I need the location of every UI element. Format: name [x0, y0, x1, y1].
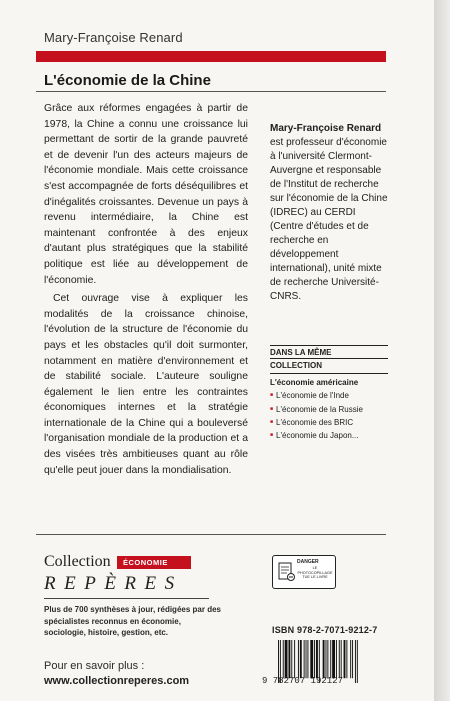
blurb-paragraph: Grâce aux réformes engagées à partir de 1978, la Chine a connu une croissance lui permettant de sortir de la grande pauvreté et de devenir l'un des acteurs majeurs de l'économie mondiale. Mais cette croissance s'est accompagnée de forts déséquilibres et d'inégalités croissantes. Devenue un pays à revenu intermédiaire, la Chine est maintenant confrontée à des enjeux d'autant plus stratégiques que la stabilité politique est liée au développement de l'économie.: [44, 103, 248, 286]
barcode-bar: [330, 640, 331, 678]
barcode-bar: [304, 640, 305, 678]
barcode-bar: [332, 640, 335, 678]
author-header: Mary-Françoise Renard: [44, 30, 183, 45]
barcode-bar: [352, 640, 353, 678]
title-rule: [36, 91, 386, 92]
series-underline: [44, 598, 209, 599]
more-info-label: Pour en savoir plus :: [44, 660, 145, 672]
barcode-bar: [307, 640, 308, 678]
list-item: ■ L'économie des BRIC: [270, 416, 388, 429]
series-logo: REPÈRES: [44, 573, 183, 594]
barcode-bar: [346, 640, 347, 678]
list-item: ■ L'économie du Japon...: [270, 429, 388, 442]
same-collection-box: [270, 345, 388, 442]
isbn: ISBN 978-2-7071-9212-7: [272, 625, 378, 635]
list-item: ■ L'économie de l'Inde: [270, 389, 388, 402]
danger-photocopy-logo: [272, 555, 336, 589]
barcode-bar: [326, 640, 327, 678]
barcode-bar: [339, 640, 340, 678]
footer-rule: [36, 534, 386, 535]
page-edge: [434, 0, 450, 701]
barcode-bar: [294, 640, 295, 678]
blurb-paragraph: Cet ouvrage vise à expliquer les modalités de la croissance chinoise, l'évolution de la structure de l'économie du pays et les obstacles qu'il doit surmonter, notamment en matière d'environnement et de stabilité sociale. L'auteure souligne également le lien entre les contraintes économiques internes et la stratégie internationale de la Chine qui a bouleversé l'organisation mondiale de la production et a des visées très ambitieuses quant au rôle qu'elle peut jouer dans la mondialisation.: [44, 293, 248, 476]
accent-bar: [36, 51, 386, 62]
back-cover-blurb: [44, 101, 248, 481]
barcode-bar: [310, 640, 313, 678]
barcode-bar: [298, 640, 299, 678]
barcode-bar: [316, 640, 318, 678]
book-title: L'économie de la Chine: [44, 72, 211, 89]
danger-text: LE PHOTOCOPILLAGE TUE LE LIVRE: [297, 566, 333, 579]
same-collection-list: [270, 377, 388, 442]
barcode-bar: [350, 640, 351, 678]
collection-label: Collection: [44, 553, 111, 570]
list-item: L'économie américaine: [270, 378, 359, 387]
barcode-bar: [341, 640, 342, 678]
author-bio-text: est professeur d'économie à l'université Clermont-Auvergne et responsable de l'Institut de recherche sur l'économie de la Chine (IDREC) au CERDI (Centre d'études et de recherche en développement international), unité mixte de recherche Université-CNRS.: [270, 137, 388, 302]
barcode-bar: [314, 640, 315, 678]
photocopy-warning-icon: [276, 560, 296, 582]
barcode-bar: [288, 640, 290, 678]
collection-tag: ÉCONOMIE: [117, 556, 191, 569]
barcode-bar: [336, 640, 337, 678]
barcode-bar: [283, 640, 284, 678]
author-bio-name: Mary-Françoise Renard: [270, 123, 382, 134]
collection-description: Plus de 700 synthèses à jour, rédigées par des spécialistes reconnus en économie, sociologie, histoire, gestion, etc.: [44, 605, 221, 637]
barcode-bar: [285, 640, 288, 678]
barcode-bar: [323, 640, 325, 678]
barcode-bar: [327, 640, 328, 678]
author-bio: [270, 122, 388, 304]
same-collection-heading: DANS LA MÊME: [270, 345, 388, 358]
barcode-digits: 9 782707 192127: [262, 676, 344, 686]
barcode-bar: [291, 640, 292, 678]
same-collection-heading: COLLECTION: [270, 358, 388, 374]
barcode-bar: [306, 640, 307, 678]
barcode-bar: [300, 640, 302, 678]
list-item: ■ L'économie de la Russie: [270, 403, 388, 416]
danger-title: DANGER: [297, 559, 319, 565]
barcode-bar: [344, 640, 346, 678]
website-link[interactable]: www.collectionreperes.com: [44, 675, 190, 687]
